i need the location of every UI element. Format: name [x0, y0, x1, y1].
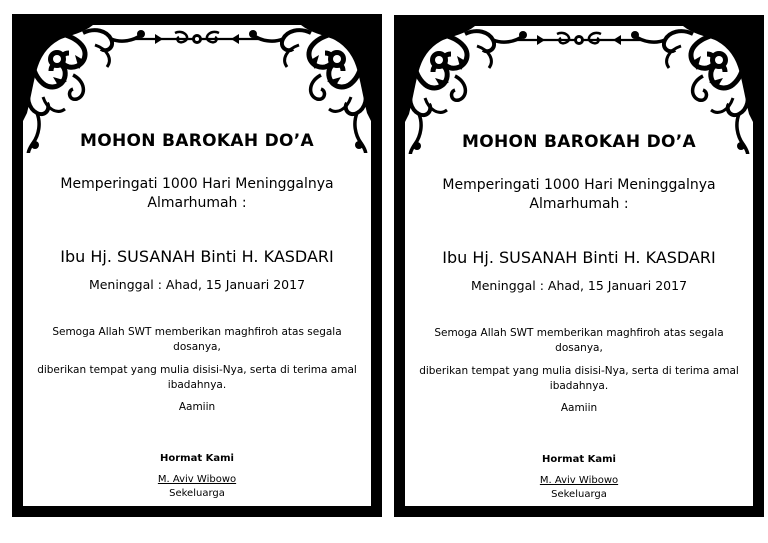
card-paper: [405, 26, 753, 506]
death-date: Meninggal : Ahad, 15 Januari 2017: [88, 277, 306, 292]
regards-label: Hormat Kami: [160, 453, 234, 464]
signer-name: M. Aviv Wibowo: [539, 475, 619, 486]
card-paper: [23, 25, 371, 506]
amin-text: Aamiin: [178, 401, 216, 413]
prayer-line-1: Semoga Allah SWT memberikan maghfiroh atas segala dosanya,: [52, 326, 342, 353]
family-text: Sekeluarga: [169, 488, 225, 499]
invitation-card-left: [12, 14, 382, 517]
family-text: Sekeluarga: [551, 489, 607, 500]
invitation-card-right: [394, 15, 764, 517]
death-date: Meninggal : Ahad, 15 Januari 2017: [470, 278, 688, 293]
deceased-name: Ibu Hj. SUSANAH Binti H. KASDARI: [442, 248, 716, 267]
card-title: MOHON BAROKAH DO’A: [462, 132, 696, 152]
card-title: MOHON BAROKAH DO’A: [80, 131, 314, 151]
amin-text: Aamiin: [560, 402, 598, 414]
prayer-line-2: diberikan tempat yang mulia disisi-Nya, serta di terima amal ibadahnya.: [37, 364, 357, 391]
deceased-name: Ibu Hj. SUSANAH Binti H. KASDARI: [60, 247, 334, 266]
prayer-line-1: Semoga Allah SWT memberikan maghfiroh atas segala dosanya,: [434, 327, 724, 354]
signer-name: M. Aviv Wibowo: [157, 474, 237, 485]
occasion-text: Memperingati 1000 Hari Meninggalnya Almarhumah :: [60, 176, 334, 211]
prayer-line-2: diberikan tempat yang mulia disisi-Nya, serta di terima amal ibadahnya.: [419, 365, 739, 392]
occasion-text: Memperingati 1000 Hari Meninggalnya Almarhumah :: [442, 177, 716, 212]
regards-label: Hormat Kami: [542, 454, 616, 465]
